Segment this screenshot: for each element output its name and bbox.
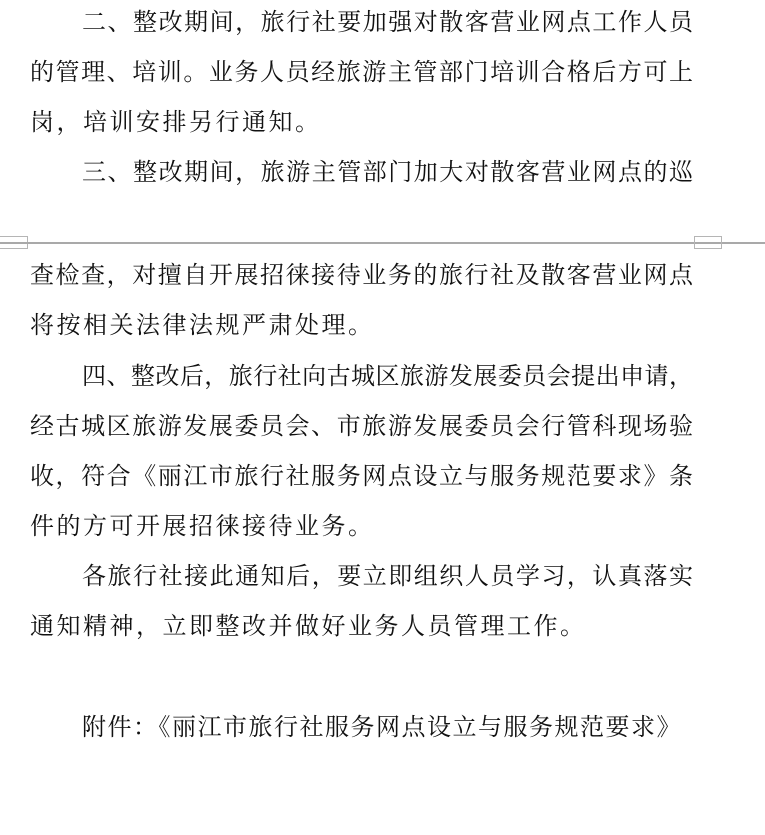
paragraph-line: 经古城区旅游发展委员会、市旅游发展委员会行管科现场验	[30, 412, 693, 440]
page-corner-mark-right	[694, 236, 722, 249]
attachment-line: 附件：《丽江市旅行社服务网点设立与服务规范要求》	[82, 713, 682, 741]
page-break-divider	[0, 242, 765, 244]
paragraph-line: 件的方可开展招徕接待业务。	[30, 512, 375, 540]
paragraph-line: 四、整改后，旅行社向古城区旅游发展委员会提出申请，	[82, 362, 693, 390]
paragraph-line: 查检查，对擅自开展招徕接待业务的旅行社及散客营业网点	[30, 261, 693, 289]
paragraph-line: 通知精神，立即整改并做好业务人员管理工作。	[30, 612, 587, 640]
paragraph-line: 将按相关法律法规严肃处理。	[30, 311, 375, 339]
paragraph-line: 的管理、培训。业务人员经旅游主管部门培训合格后方可上	[30, 58, 693, 86]
paragraph-line: 二、整改期间，旅行社要加强对散客营业网点工作人员	[82, 8, 693, 36]
paragraph-line: 三、整改期间，旅游主管部门加大对散客营业网点的巡	[82, 158, 693, 186]
paragraph-line: 岗，培训安排另行通知。	[30, 108, 322, 136]
paragraph-line: 收，符合《丽江市旅行社服务网点设立与服务规范要求》条	[30, 462, 693, 490]
paragraph-line: 各旅行社接此通知后，要立即组织人员学习，认真落实	[82, 562, 693, 590]
